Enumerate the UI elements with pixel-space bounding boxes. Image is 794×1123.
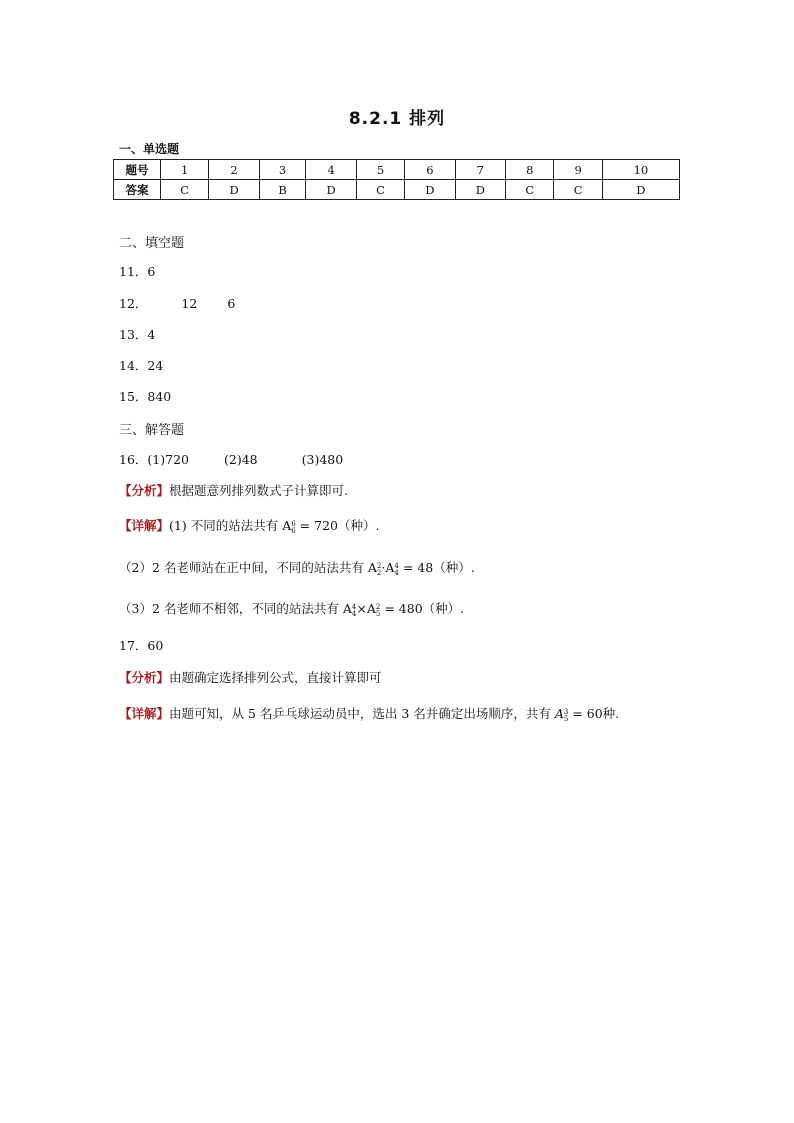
answer-cell: D bbox=[602, 180, 679, 200]
question-number: 7 bbox=[455, 160, 505, 180]
answer-cell: C bbox=[356, 180, 404, 200]
section-heading-fill-blank: 二、填空题 bbox=[119, 236, 185, 251]
question-number-row bbox=[114, 160, 680, 180]
section-heading-single-choice: 一、单选题 bbox=[119, 142, 180, 156]
question-number: 13． bbox=[119, 327, 148, 342]
answer-line-12 bbox=[119, 294, 235, 312]
detail-text: (1) 不同的站法共有 bbox=[169, 518, 279, 533]
question-number: 16． bbox=[119, 452, 148, 467]
question-number: 17． bbox=[119, 638, 148, 653]
detail-line-16-2 bbox=[119, 558, 475, 577]
question-number: 11． bbox=[119, 264, 148, 279]
answer-value: 12 bbox=[181, 296, 198, 311]
analysis-line-17 bbox=[119, 668, 382, 686]
question-number: 12． bbox=[119, 296, 148, 311]
detail-line-16-1 bbox=[119, 516, 379, 535]
question-number: 1 bbox=[161, 160, 209, 180]
answer-value: 60 bbox=[147, 638, 164, 653]
question-number: 14． bbox=[119, 358, 148, 373]
detail-tag: 【详解】 bbox=[119, 706, 170, 721]
question-number: 6 bbox=[405, 160, 455, 180]
analysis-text: 由题确定选择排列公式，直接计算即可 bbox=[169, 670, 382, 685]
answer-value: (3)480 bbox=[301, 452, 344, 467]
answer-line-17 bbox=[119, 636, 163, 654]
answer-value: 840 bbox=[147, 389, 172, 404]
analysis-tag: 【分析】 bbox=[119, 483, 170, 498]
analysis-text: 根据题意列排列数式子计算即可. bbox=[169, 483, 348, 498]
detail-result: = 48（种）. bbox=[402, 560, 475, 575]
permutation-formula: A 3 5 bbox=[554, 706, 569, 723]
answer-value: (2)48 bbox=[223, 452, 258, 467]
question-number: 8 bbox=[506, 160, 554, 180]
answer-value: 24 bbox=[147, 358, 164, 373]
analysis-line-16 bbox=[119, 481, 348, 499]
detail-result: = 480（种）. bbox=[384, 601, 465, 616]
answer-line-11 bbox=[119, 262, 155, 280]
answer-cell: D bbox=[209, 180, 259, 200]
answer-line-14 bbox=[119, 356, 163, 374]
question-number: 9 bbox=[554, 160, 602, 180]
detail-text: （2）2 名老师站在正中间，不同的站法共有 bbox=[119, 560, 364, 575]
answer-row bbox=[114, 180, 680, 200]
detail-result: = 60种. bbox=[572, 706, 620, 721]
detail-result: = 720（种）. bbox=[299, 518, 380, 533]
permutation-formula: A 2 2 ·A 4 4 bbox=[367, 560, 399, 577]
row-header-answer: 答案 bbox=[114, 180, 161, 200]
question-number: 10 bbox=[602, 160, 679, 180]
row-header-question: 题号 bbox=[114, 160, 161, 180]
question-number: 4 bbox=[306, 160, 356, 180]
answer-table bbox=[113, 159, 680, 200]
answer-value: 6 bbox=[147, 264, 156, 279]
detail-line-17 bbox=[119, 704, 619, 723]
answer-cell: C bbox=[161, 180, 209, 200]
answer-value: 6 bbox=[227, 296, 236, 311]
answer-cell: D bbox=[455, 180, 505, 200]
permutation-formula: A 4 4 ×A 2 5 bbox=[342, 601, 381, 618]
answer-value: 4 bbox=[147, 327, 156, 342]
answer-cell: D bbox=[405, 180, 455, 200]
answer-line-13 bbox=[119, 325, 155, 343]
detail-text: （3）2 名老师不相邻，不同的站法共有 bbox=[119, 601, 339, 616]
answer-line-16 bbox=[119, 450, 343, 468]
page-title: 8.2.1 排列 bbox=[348, 109, 446, 129]
detail-tag: 【详解】 bbox=[119, 518, 170, 533]
answer-cell: B bbox=[259, 180, 306, 200]
answer-cell: D bbox=[306, 180, 356, 200]
permutation-formula: A 6 6 bbox=[282, 518, 296, 535]
question-number: 5 bbox=[356, 160, 404, 180]
question-number: 2 bbox=[209, 160, 259, 180]
detail-line-16-3 bbox=[119, 599, 464, 618]
answer-value: (1)720 bbox=[147, 452, 189, 467]
section-heading-solutions: 三、解答题 bbox=[119, 423, 185, 438]
question-number: 15． bbox=[119, 389, 148, 404]
detail-text: 由题可知，从 5 名乒乓球运动员中，选出 3 名并确定出场顺序，共有 bbox=[169, 706, 551, 721]
question-number: 3 bbox=[259, 160, 306, 180]
analysis-tag: 【分析】 bbox=[119, 670, 170, 685]
answer-cell: C bbox=[506, 180, 554, 200]
answer-cell: C bbox=[554, 180, 602, 200]
answer-line-15 bbox=[119, 387, 171, 405]
